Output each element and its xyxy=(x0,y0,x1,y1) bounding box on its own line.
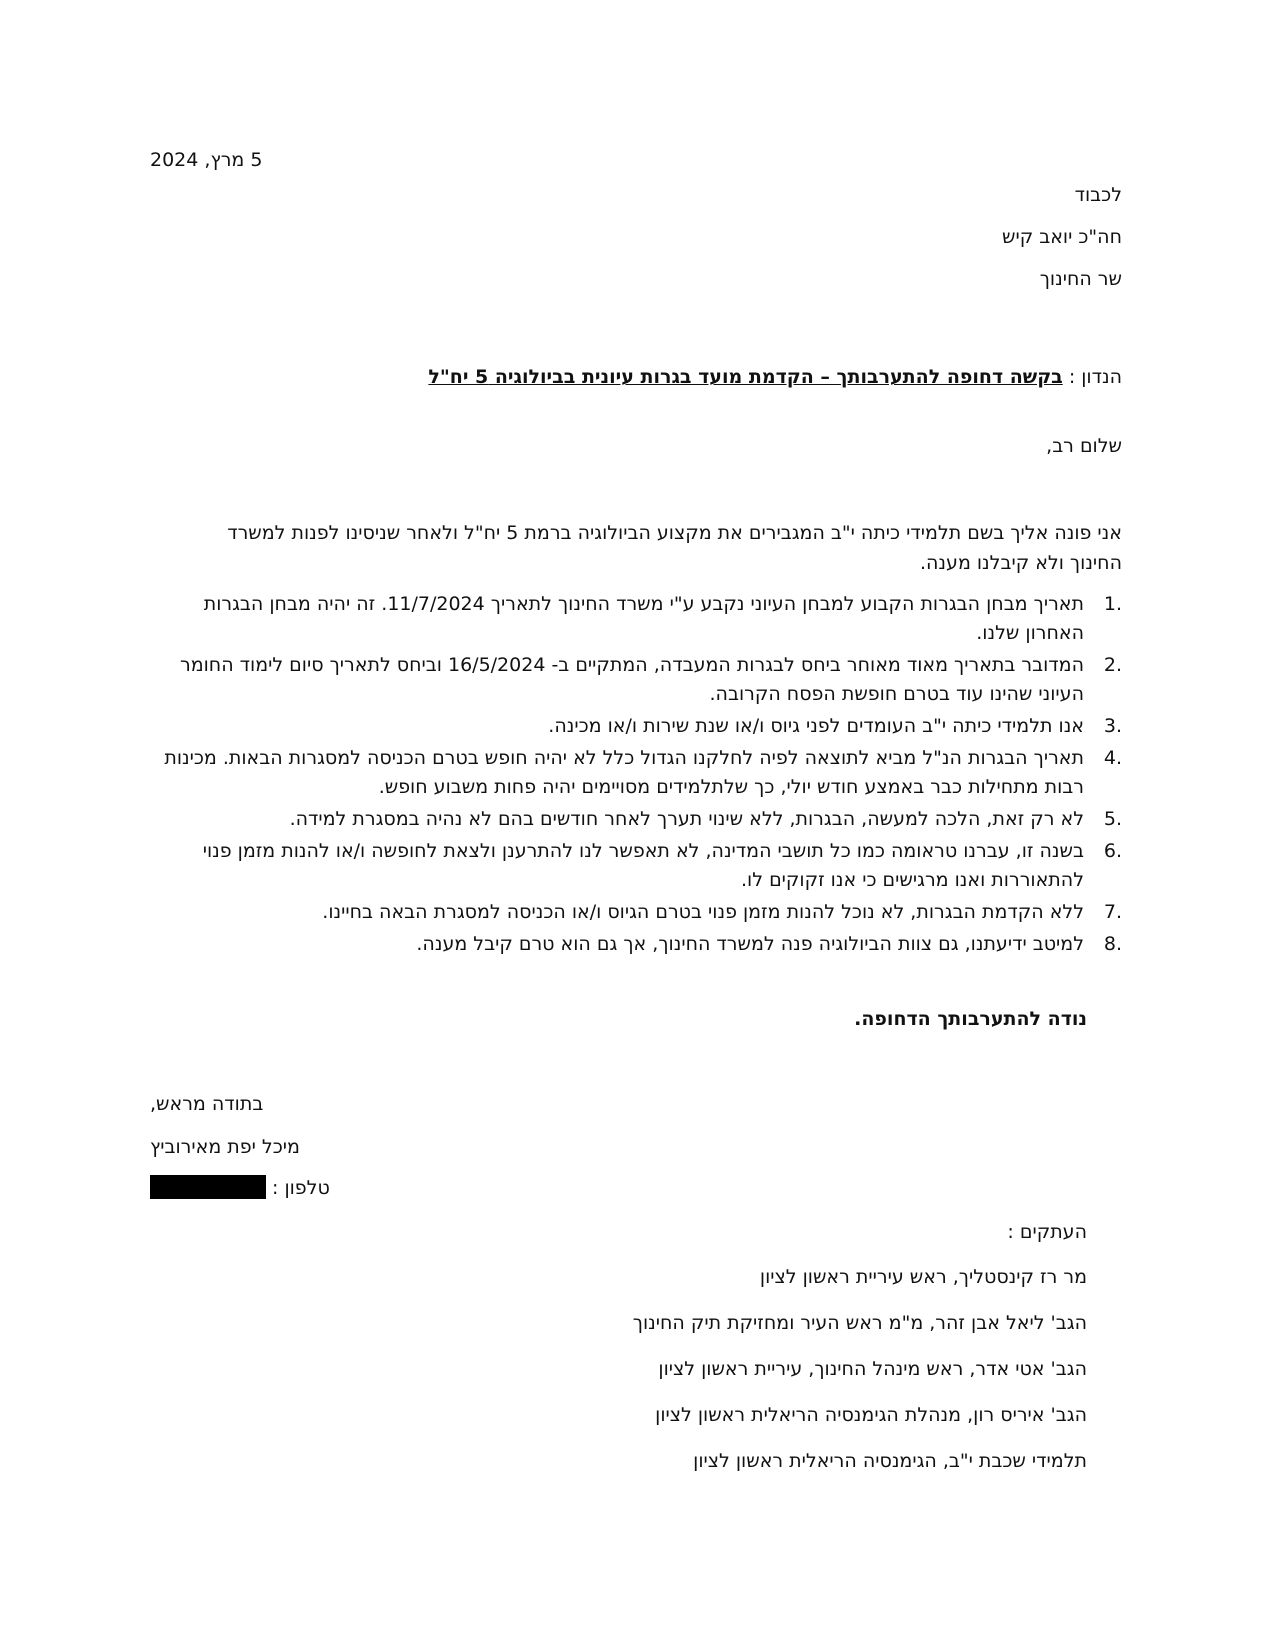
list-item xyxy=(148,712,1122,741)
cc-line: הגב' ליאל אבן זהר, מ"מ ראש העיר ומחזיקת תיק החינוך xyxy=(632,1312,1087,1334)
list-item xyxy=(148,898,1122,927)
list-item-text: המדובר בתאריך מאוד מאוחר ביחס לבגרות המעבדה, המתקיים ב- 16/5/2024 וביחס לתאריך סיום לימוד החומר העיוני שהינו עוד בטרם חופשת הפסח הקרובה. xyxy=(179,654,1084,705)
list-item-text: לא רק זאת, הלכה למעשה, הבגרות, ללא שינוי תערך לאחר חודשים בהם לא נהיה במסגרת למידה. xyxy=(289,808,1084,830)
list-item xyxy=(148,744,1122,802)
list-item-number: 8. xyxy=(1103,933,1122,955)
cc-line: תלמידי שכבת י"ב, הגימנסיה הריאלית ראשון לציון xyxy=(693,1450,1087,1472)
intro-paragraph: אני פונה אליך בשם תלמידי כיתה י"ב המגבירים את מקצוע הביולוגיה ברמת 5 יח"ל ולאחר שניסינו לפנות למשרד החינוך ולא קיבלנו מענה. xyxy=(227,522,1122,574)
greeting: שלום רב, xyxy=(1046,435,1122,457)
signature-name: מיכל יפת מאירוביץ xyxy=(150,1136,300,1158)
list-item-number: 2. xyxy=(1103,654,1122,676)
list-item-text: למיטב ידיעתנו, גם צוות הביולוגיה פנה למשרד החינוך, אך גם הוא טרם קיבל מענה. xyxy=(416,933,1084,955)
list-item xyxy=(148,930,1122,959)
list-item-number: 7. xyxy=(1103,901,1122,923)
list-item-number: 5. xyxy=(1103,808,1122,830)
recipient-title: שר החינוך xyxy=(1039,268,1122,290)
list-item xyxy=(148,651,1122,709)
recipient-salutation: לכבוד xyxy=(1074,184,1122,206)
closing-line: נודה להתערבותך הדחופה. xyxy=(854,1008,1087,1030)
list-item-text: תאריך הבגרות הנ"ל מביא לתוצאה לפיה לחלקנו הגדול כלל לא יהיה חופש בטרם הכניסה למסגרות הבאות. מכינות רבות מתחילות כבר באמצע חודש יולי, כך שלתלמידים מסויימים יהיה פחות משבוע חופש. xyxy=(164,747,1084,798)
list-item-text: תאריך מבחן הבגרות הקבוע למבחן העיוני נקבע ע"י משרד החינוך לתאריך 11/7/2024. זה יהיה מבחן הבגרות האחרון שלנו. xyxy=(203,593,1084,644)
list-item-text: אנו תלמידי כיתה י"ב העומדים לפני גיוס ו/או שנת שירות ו/או מכינה. xyxy=(548,715,1084,737)
redacted-phone-box xyxy=(150,1175,266,1199)
letter-date: 5 מרץ, 2024 xyxy=(150,149,263,171)
cc-line: הגב' איריס רון, מנהלת הגימנסיה הריאלית ראשון לציון xyxy=(655,1404,1087,1426)
list-item-number: 6. xyxy=(1103,840,1122,862)
subject-line xyxy=(428,364,1122,390)
list-item-number: 4. xyxy=(1103,747,1122,769)
list-item xyxy=(148,837,1122,895)
list-item xyxy=(148,590,1122,648)
cc-heading: העתקים : xyxy=(1007,1221,1087,1243)
phone-label: טלפון : xyxy=(272,1177,330,1199)
list-item-text: בשנה זו, עברנו טראומה כמו כל תושבי המדינה, לא תאפשר לנו להתרענן ולצאת לחופשה ו/או להנות מזמן פנוי להתאוררות ואנו מרגישים כי אנו זקוקים לו. xyxy=(202,840,1084,891)
cc-line: הגב' אטי אדר, ראש מינהל החינוך, עיריית ראשון לציון xyxy=(658,1358,1087,1380)
points-list xyxy=(148,590,1122,962)
list-item-number: 1. xyxy=(1103,593,1122,615)
subject-prefix: הנדון : xyxy=(1068,366,1122,388)
signature-thanks: בתודה מראש, xyxy=(150,1093,264,1115)
list-item-number: 3. xyxy=(1103,715,1122,737)
recipient-name: חה"כ יואב קיש xyxy=(1002,226,1122,248)
list-item xyxy=(148,805,1122,834)
subject-text: בקשה דחופה להתערבותך – הקדמת מועד בגרות עיונית בביולוגיה 5 יח"ל xyxy=(428,366,1063,388)
list-item-text: ללא הקדמת הבגרות, לא נוכל להנות מזמן פנוי בטרם הגיוס ו/או הכניסה למסגרת הבאה בחיינו. xyxy=(322,901,1084,923)
cc-line: מר רז קינסטליך, ראש עיריית ראשון לציון xyxy=(759,1266,1087,1288)
